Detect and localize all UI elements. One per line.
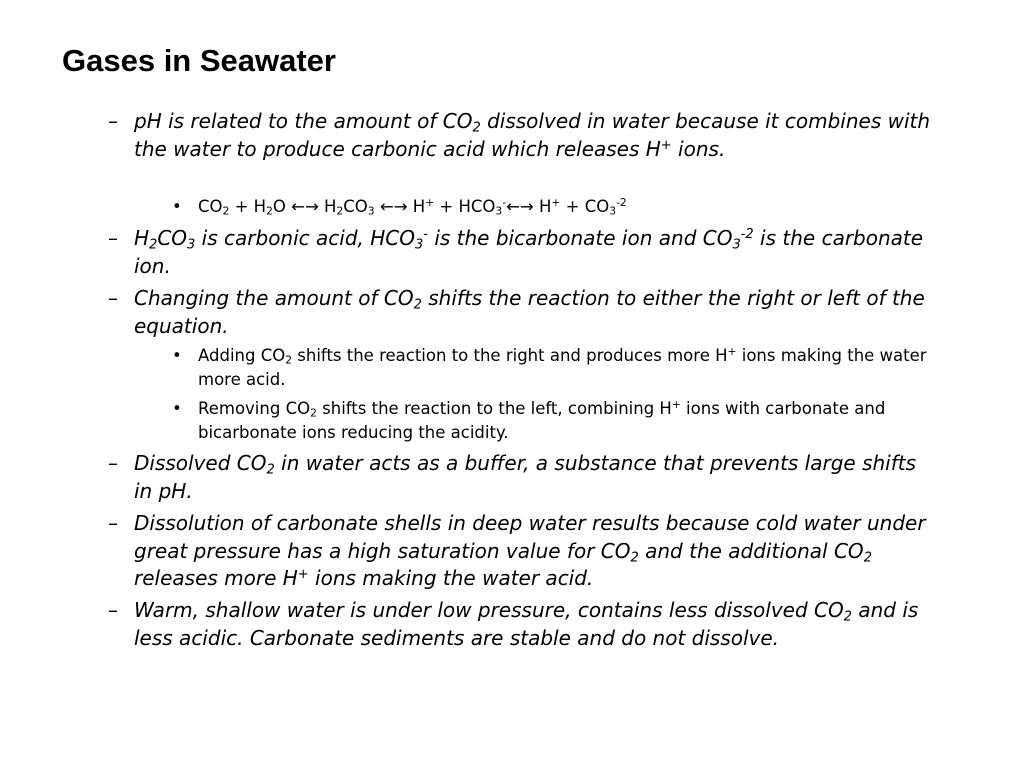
dash-item-changing-co2: – Changing the amount of $CO_2$ shifts the reaction to either the right or left of the equation. (134, 285, 934, 340)
bullet-item-removing-co2: • Removing $CO_2$ shifts the reaction to the left, combining H+ ions with carbonate and bicarbonate ions reducing the acidity. (198, 397, 928, 445)
slide-title: Gases in Seawater (62, 43, 336, 78)
dash-item-dissolution: – Dissolution of carbonate shells in deep water results because cold water under great pressure has a high saturation value for $CO_2$ and the additional $CO_2$ releases more H+ ions making the water acid. (134, 510, 934, 593)
dash-item-carbonic-acid: – $H_2CO_3$ is carbonic acid, $HCO_3^-$ is the bicarbonate ion and $CO_3^{-2}$ is the carbonate ion. (134, 225, 934, 280)
dash-item-buffer: – Dissolved $CO_2$ in water acts as a buffer, a substance that prevents large shifts in pH. (134, 450, 934, 505)
dash-item-warm-shallow: – Warm, shallow water is under low pressure, contains less dissolved $CO_2$ and is less acidic. Carbonate sediments are stable and do not dissolve. (134, 597, 934, 652)
dash-item-ph-co2: – pH is related to the amount of $CO_2$ dissolved in water because it combines with the water to produce carbonic acid which releases H+ ions. (134, 108, 934, 163)
bullet-item-adding-co2: • Adding $CO_2$ shifts the reaction to the right and produces more H+ ions making the water more acid. (198, 344, 928, 392)
bullet-item-equation: • $CO_2 + H_2O$ ←→ $H_2CO_3$ ←→ $H^+ + HCO_3^-\leftarrow\to H^+ + CO_3^{-2}$ (198, 195, 928, 219)
